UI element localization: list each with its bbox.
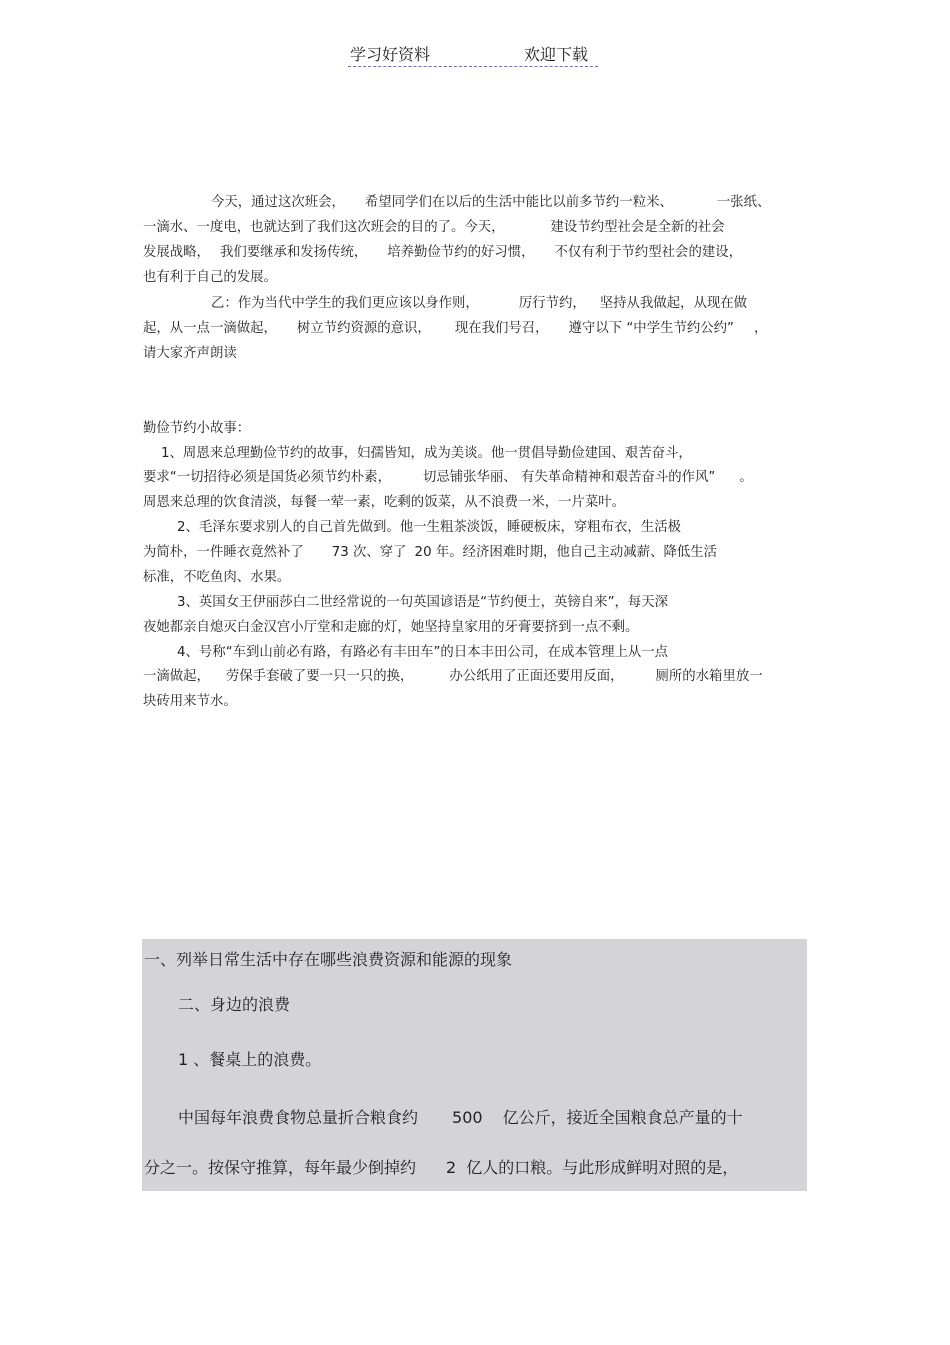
story-line [161, 444, 692, 464]
section-paragraph-line [144, 1157, 738, 1179]
text-span: 希望同学们在以后的生活中能比以前多节约一粒米、 [364, 195, 673, 210]
section-heading [144, 949, 512, 971]
paragraph-line [143, 268, 277, 288]
text-span: 乙：作为当代中学生的我们更应该以身作则， [211, 296, 479, 311]
text-span: ， [753, 321, 768, 336]
text-span: 遵守以下 “中学生节约公约” [568, 321, 734, 336]
text-span: 亿公斤，接近全国粮食总产量的十 [502, 1108, 743, 1127]
text-span: 标准，不吃鱼肉、水果。 [143, 570, 291, 585]
story-line [177, 593, 668, 613]
paragraph-line [143, 319, 767, 339]
header-left-text: 学习好资料 [350, 45, 431, 64]
text-span: 一张纸、 [716, 195, 771, 210]
text-span: 坚持从我做起，从现在做 [599, 296, 748, 311]
text-span: 1、周恩来总理勤俭节约的故事，妇孺皆知，成为美谈。他一贯倡导勤俭建国、艰苦奋斗， [161, 446, 692, 461]
stories-title [143, 419, 250, 439]
story-line [143, 468, 753, 488]
text-span: 20 年。经济困难时期，他自己主动减薪、降低生活 [414, 545, 718, 560]
text-span: 要求“一切招待必须是国货必须节约朴素， [143, 470, 391, 485]
text-span: 不仅有利于节约型社会的建设， [554, 245, 743, 260]
text-span: 起，从一点一滴做起， [143, 321, 277, 336]
text-span: 夜她都亲自熄灭白金汉宫小厅堂和走廊的灯，她坚持皇家用的牙膏要挤到一点不剩。 [143, 620, 639, 635]
text-span: 一滴做起， [143, 669, 210, 684]
text-span: 我们要继承和发扬传统， [219, 245, 368, 260]
section-subheading [178, 994, 290, 1016]
text-span: 为简朴，一件睡衣竟然补了 [143, 545, 304, 560]
story-line [177, 643, 668, 663]
text-span: 73 次、穿了 [331, 545, 407, 560]
section-paragraph-line [178, 1107, 743, 1129]
text-span: 厕所的水箱里放一 [655, 669, 763, 684]
text-span: 切忌铺张华丽、 有失革命精神和艰苦奋斗的作风” [422, 470, 716, 485]
story-line [143, 618, 638, 638]
paragraph-line [143, 243, 742, 263]
header-right-text: 欢迎下载 [524, 45, 589, 64]
story-line [143, 568, 290, 588]
text-span: 亿人的口粮。与此形成鲜明对照的是， [466, 1158, 739, 1177]
text-span: 一滴水、一度电，也就达到了我们这次班会的目的了。今天， [143, 220, 505, 235]
text-span: 周恩来总理的饮食清淡，每餐一荤一素，吃剩的饭菜，从不浪费一米，一片菜叶。 [143, 495, 626, 510]
text-span: 500 [452, 1108, 483, 1127]
text-span: 请大家齐声朗读 [143, 346, 237, 361]
text-span: 办公纸用了正面还要用反面， [449, 669, 624, 684]
text-span: 建设节约型社会是全新的社会 [550, 220, 725, 235]
text-span: 块砖用来节水。 [143, 694, 237, 709]
text-span: 。 [739, 470, 753, 485]
paragraph-line [211, 294, 747, 314]
story-line [177, 518, 681, 538]
story-line [143, 493, 625, 513]
text-span: 树立节约资源的意识， [296, 321, 431, 336]
text-span: 2 [446, 1158, 457, 1177]
text-span: 二、身边的浪费 [178, 995, 291, 1014]
text-span: 1 、餐桌上的浪费。 [178, 1050, 322, 1069]
story-line [143, 692, 237, 712]
text-span: 现在我们号召， [454, 321, 549, 336]
text-span: 培养勤俭节约的好习惯， [387, 245, 535, 260]
story-line [143, 543, 717, 563]
text-span: 3、英国女王伊丽莎白二世经常说的一句英国谚语是“节约便士，英镑自来”，每天深 [177, 595, 669, 610]
paragraph-line [143, 344, 237, 364]
text-span: 厉行节约， [518, 296, 586, 311]
highlighted-section [142, 939, 807, 1191]
text-span: 发展战略， [143, 245, 210, 260]
text-span: 中国每年浪费食物总量折合粮食约 [178, 1108, 419, 1127]
text-span: 一、列举日常生活中存在哪些浪费资源和能源的现象 [144, 950, 513, 969]
text-span: 也有利于自己的发展。 [143, 270, 277, 285]
story-line [143, 667, 763, 687]
section-subheading [178, 1049, 321, 1071]
paragraph-line [143, 218, 725, 238]
text-span: 劳保手套破了要一只一只的换， [225, 669, 414, 684]
text-span: 勤俭节约小故事： [143, 421, 251, 436]
text-span: 4、号称“车到山前必有路，有路必有丰田车”的日本丰田公司，在成本管理上从一点 [177, 645, 669, 660]
text-span: 今天，通过这次班会， [211, 195, 345, 210]
text-span: 分之一。按保守推算，每年最少倒掉约 [144, 1158, 417, 1177]
paragraph-line [211, 193, 770, 213]
text-span: 2、毛泽东要求别人的自己首先做到。他一生粗茶淡饭，睡硬板床，穿粗布衣，生活极 [177, 520, 681, 535]
page-header [348, 40, 598, 67]
